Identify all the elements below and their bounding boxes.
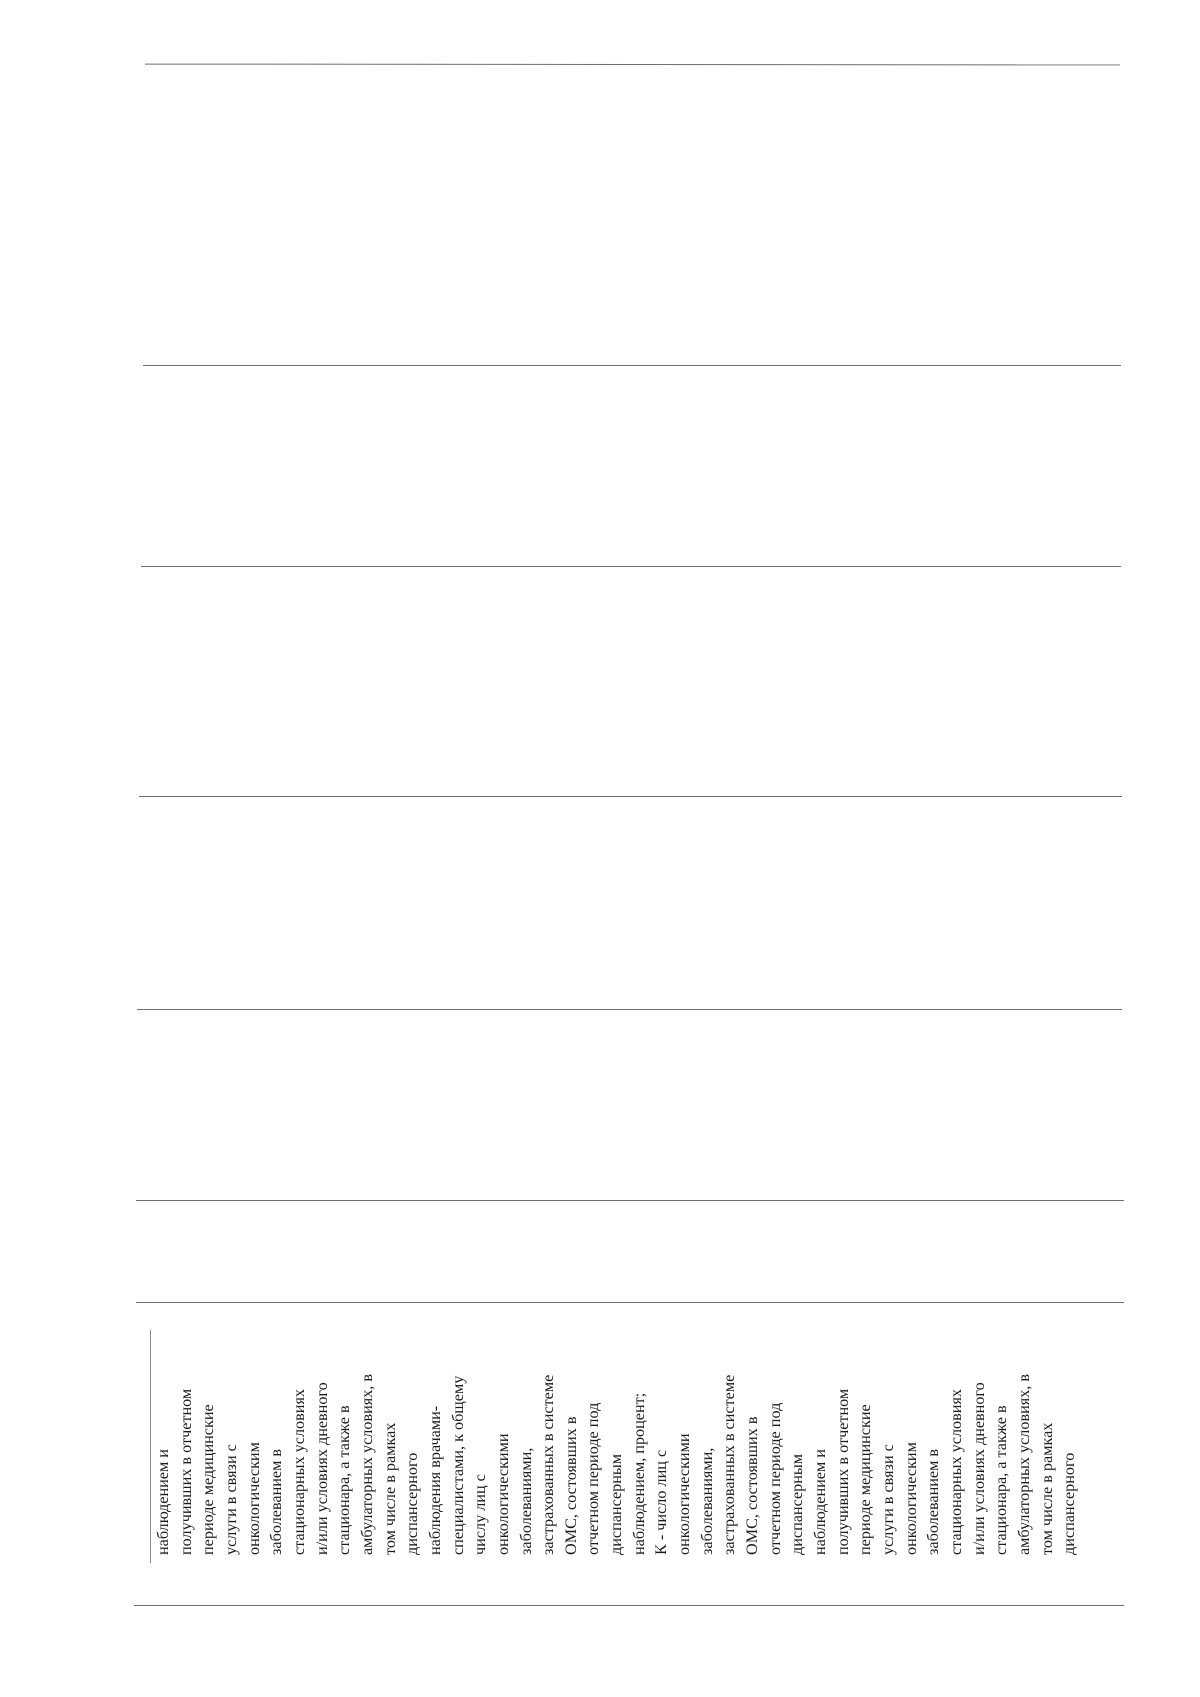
- text-line: онкологическим: [244, 1442, 263, 1555]
- text-line: получивших в отчетном: [176, 1388, 195, 1555]
- text-line: онкологическими: [675, 1433, 694, 1555]
- text-line: амбулаторных условиях, в: [1014, 1373, 1033, 1555]
- text-line: получивших в отчетном: [833, 1388, 852, 1555]
- text-line: специалистами, к общему: [448, 1375, 467, 1555]
- table-rule: [139, 796, 1122, 797]
- text-line: наблюдения врачами-: [425, 1405, 444, 1555]
- text-line: том числе в рамках: [380, 1422, 399, 1555]
- text-line: стационара, а также в: [992, 1405, 1011, 1555]
- text-line: и/или условиях дневного: [969, 1382, 988, 1555]
- text-line: заболеванием в: [267, 1448, 286, 1555]
- text-line: заболеваниями,: [516, 1447, 535, 1555]
- text-line: К - число лиц с: [652, 1449, 671, 1555]
- table-rule: [137, 1009, 1122, 1010]
- text-line: диспансерного: [1060, 1452, 1079, 1555]
- table-rule: [136, 1200, 1124, 1201]
- text-line: заболеванием в: [924, 1448, 943, 1555]
- text-line: ОМС, состоявших в: [561, 1416, 580, 1555]
- text-line: отчетном периоде под: [584, 1402, 603, 1555]
- table-rule: [145, 64, 1120, 66]
- text-line: числу лиц с: [471, 1474, 490, 1555]
- text-line: стационарных условиях: [289, 1389, 308, 1555]
- text-line: стационара, а также в: [335, 1405, 354, 1555]
- text-line: наблюдением, процент;: [629, 1392, 648, 1555]
- text-line: застрахованных в системе: [720, 1374, 739, 1555]
- text-line: амбулаторных условиях, в: [357, 1373, 376, 1555]
- indicator-description-text: [152, 1310, 1081, 1555]
- text-line: услуги в связи с: [221, 1444, 240, 1555]
- text-line: периоде медицинские: [856, 1404, 875, 1555]
- cell-border: [150, 1330, 151, 1563]
- text-line: наблюдением и: [154, 1449, 172, 1555]
- table-rule: [134, 1605, 1124, 1606]
- indicator-description-cell: [152, 1310, 1079, 1555]
- text-line: онкологическим: [901, 1442, 920, 1555]
- text-line: диспансерным: [788, 1453, 807, 1555]
- table-rule: [136, 1302, 1124, 1303]
- text-line: диспансерного: [403, 1452, 422, 1555]
- table-rule: [143, 365, 1121, 366]
- text-line: отчетном периоде под: [765, 1402, 784, 1555]
- text-line: том числе в рамках: [1037, 1422, 1056, 1555]
- text-line: онкологическими: [493, 1433, 512, 1555]
- table-rule: [141, 566, 1121, 567]
- text-line: услуги в связи с: [879, 1444, 897, 1555]
- text-line: застрахованных в системе: [539, 1374, 558, 1555]
- text-line: периоде медицинские: [199, 1404, 218, 1555]
- text-line: ОМС, состоявших в: [743, 1416, 762, 1555]
- text-line: стационарных условиях: [946, 1389, 965, 1555]
- text-line: наблюдением и: [811, 1449, 830, 1555]
- text-line: диспансерным: [607, 1453, 626, 1555]
- text-line: заболеваниями,: [697, 1447, 716, 1555]
- text-line: и/или условиях дневного: [312, 1382, 331, 1555]
